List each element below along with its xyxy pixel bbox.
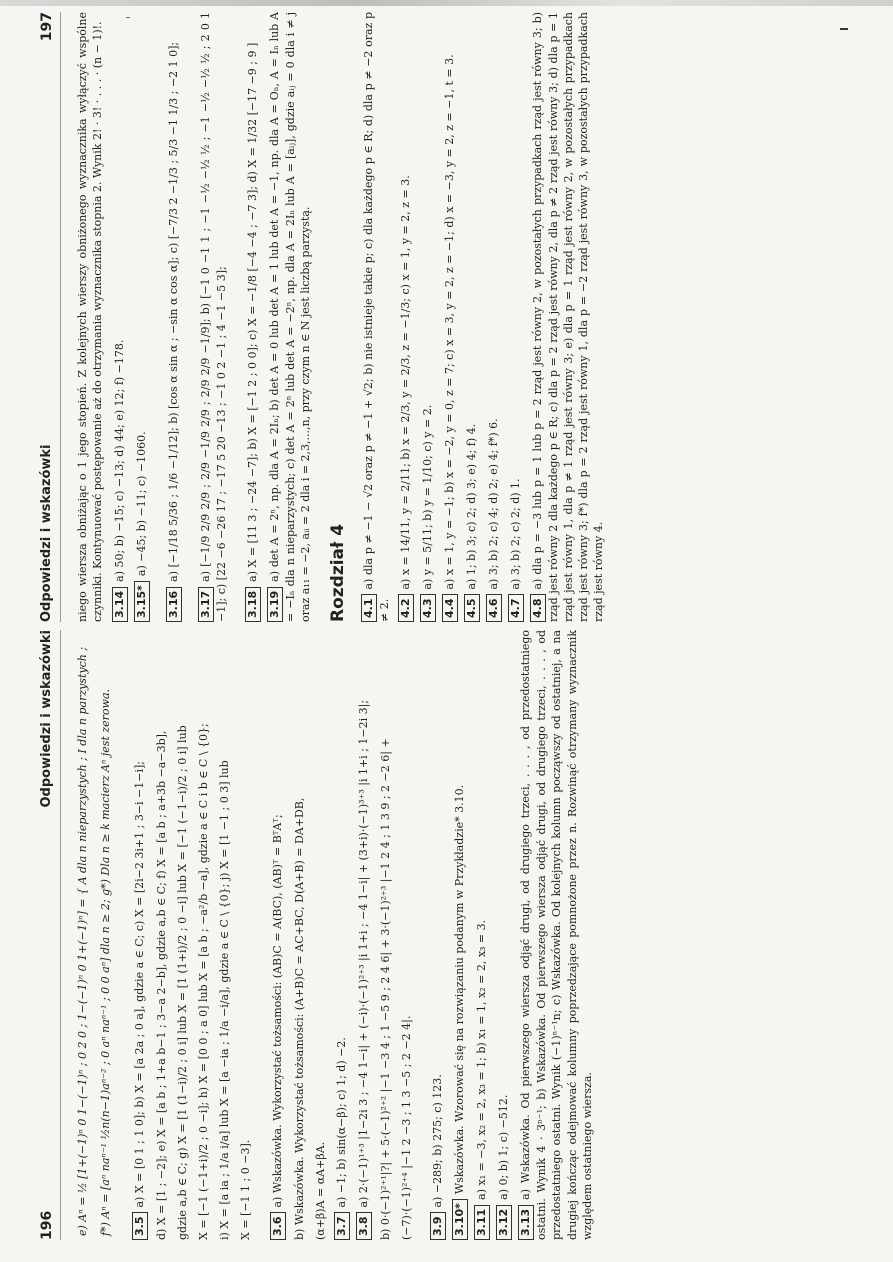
answer-entry: 3.5a) X = [0 1 ; 1 0]; b) X = [a 2a ; 0 a], gdzie a ∈ C; c) X = [2i−2 3i+1 ; 3−i −1−i]; [132, 630, 148, 1240]
answer-entry: 3.8a) 2·(−1)¹⁺³ |1−2i 3 ; −4 1−i| + (−i)·(−1)²⁺³ |i 1+i ; −4 1−i| + (3+i)·(−1)³⁺³ |i 1+i ; 1−2i 3|; [356, 630, 372, 1240]
answer-line: X = [−1 (−1+i)/2 ; 0 −i]; h) X = [0 0 ; a 0] lub X = [a b ; −a²/b −a], gdzie a ∈ C i b ∈ C \ {0}; [197, 723, 210, 1240]
left-page [38, 630, 838, 1240]
answer-line: b) 0·(−1)²⁺¹|?| + 5·(−1)²⁺² |−1 −3 4 ; 1 −5 9 ; 2 4 6| + 3·(−1)²⁺³ |−1 2 4 ; 1 3 9 ; 2 −2 6| + [378, 738, 392, 1240]
chapter-heading: Rozdział 4 [328, 523, 349, 622]
left-page-number: 196 [39, 1210, 55, 1240]
exercise-number: 4.8 [530, 595, 546, 623]
exercise-number: 4.4 [442, 595, 458, 623]
answer-entry: 4.5a) 1; b) 3; c) 2; d) 3; e) 4; f) 4. [464, 12, 480, 622]
answer-entry: 3.10*Wskazówka. Wzorować się na rozwiązaniu podanym w Przykładzie* 3.10. [452, 630, 468, 1240]
answer-entry: 3.12a) 0; b) 1; c) −512. [496, 630, 512, 1240]
answer-entry: 3.15*a) −45; b) −11; c) −1060. [134, 12, 150, 622]
answer-entry: 3.18a) X = [11 3 ; −24 −7]; b) X = [−1 2 ; 0 0]; c) X = −1/8 [−4 −4 ; −7 3]; d) X = 1/32 [−17 −9 ; 9 ] [245, 12, 261, 622]
right-page-number: 197 [39, 12, 55, 42]
answer-entry: 3.9a) −289; b) 275; c) 123. [430, 630, 446, 1240]
exercise-number: 4.2 [398, 595, 414, 623]
exercise-number: 3.12 [496, 1205, 512, 1240]
exercise-number: 3.10* [452, 1199, 468, 1240]
answer-entry: 4.3a) y = 5/11; b) y = 1/10; c) y = 2. [420, 12, 436, 622]
answer-entry: 3.19a) det A = 2ⁿ, np. dla A = 2Iₙ; b) det A = 0 lub det A = 1 lub det A = −1, np. dla A = Oₙ, A = Iₙ lub A = −Iₙ dla n nieparzystych; c) det A = 2ⁿ lub det A = −2ⁿ, np. dla A = 2Iₙ lub A = [aᵢⱼ], gdzie aᵢⱼ = 0 dla i ≠ j oraz a₁₁ = −2, aᵢᵢ = 2 dla i = 2,3,...,n, przy czym n ∈ N jest liczbą parzystą. [267, 12, 312, 622]
answer-line: f*) Aⁿ = [aⁿ naⁿ⁻¹ ½n(n−1)aⁿ⁻² ; 0 aⁿ naⁿ⁻¹ ; 0 0 aⁿ] dla n ≥ 2; g*) Dla n ≥ k macierz Aⁿ jest zerowa. [99, 688, 113, 1236]
answer-line: X = [−1 1 ; 0 −3]. [239, 1139, 253, 1240]
left-page-header-title: Odpowiedzi i wskazówki [39, 630, 54, 808]
exercise-number: 3.11 [474, 1205, 490, 1240]
exercise-number: 3.18 [245, 587, 261, 622]
scan-mark: - [126, 10, 131, 24]
answer-entry: 3.17a) [−1/9 2/9 2/9 ; 2/9 −1/9 2/9 ; 2/9 2/9 −1/9]; b) [−1 0 −1 1 ; −1 −½ −½ ½ ; −1 −½ −½ ½ ; 2 0 1 −1]; c) [22 −6 −26 17 ; −17 5 20 −13 ; −1 0 2 −1 ; 4 −1 −5 3]; [198, 12, 228, 622]
answer-entry: 3.6a) Wskazówka. Wykorzystać tożsamości: (AB)C = A(BC), (AB)ᵀ = BᵀAᵀ; [270, 630, 286, 1240]
answer-entry: 4.1a) dla p ≠ −1 − √2 oraz p ≠ −1 + √2; b) nie istnieje takie p; c) dla każdego p ∈ R; d) dla p ≠ −2 oraz p ≠ 2. [361, 12, 391, 622]
answer-entry: 4.2a) x = 14/11, y = 2/11; b) x = 2/3, y = 2/3, z = −1/3; c) x = 1, y = 2, z = 3. [398, 12, 414, 622]
answer-line: gdzie a,b ∈ C; g) X = [1 (1−i)/2 ; 0 i] lub X = [1 (1+i)/2 ; 0 −i] lub X = [−1 (−1−i)/2 ; 0 i] lub [175, 725, 189, 1240]
right-page-header-title: Odpowiedzi i wskazówki [39, 444, 54, 622]
exercise-number: 3.14 [112, 587, 128, 622]
right-page-header [38, 12, 61, 622]
exercise-number: 4.3 [420, 595, 436, 623]
exercise-number: 3.15* [134, 581, 150, 622]
answer-line: (α+β)A = αA+βA. [313, 1141, 327, 1240]
exercise-number: 3.13 [518, 1205, 534, 1240]
exercise-number: 3.17 [198, 587, 214, 622]
answer-entry: 3.11a) x₁ = −3, x₂ = 2, x₃ = 1; b) x₁ = 1, x₂ = 2, x₃ = 3. [474, 630, 490, 1240]
answer-entry: 4.7a) 3; b) 2; c) 2; d) 1. [508, 12, 524, 622]
answer-line: b) Wskazówka. Wykorzystać tożsamości: (A+B)C = AC+BC, D(A+B) = DA+DB, [292, 797, 306, 1240]
exercise-number: 4.7 [508, 595, 524, 623]
answer-entry: 4.4a) x = 1, y = −1; b) x = −2, y = 0, z = 7; c) x = 3, y = 2, z = −1; d) x = −3, y = 2, z = −1, t = 3. [442, 12, 458, 622]
left-page-header [38, 630, 61, 1240]
answer-entry: 3.16a) [−1/18 5/36 ; 1/6 −1/12]; b) [cos α sin α ; −sin α cos α]; c) [−7/3 2 −1/3 ; 5/3 −1 1/3 ; −2 1 0]; [166, 12, 182, 622]
exercise-number: 3.7 [334, 1213, 350, 1241]
exercise-number: 3.16 [166, 587, 182, 622]
answer-entry: 4.6a) 3; b) 2; c) 4; d) 2; e) 4; f*) 6. [486, 12, 502, 622]
answer-line: (−7)·(−1)²⁺⁴ |−1 2 −3 ; 1 3 −5 ; 2 −2 4|. [400, 1015, 414, 1240]
right-page [38, 12, 838, 622]
answer-line: d) X = [1 ; −2]; e) X = [a b ; 1+a b−1 ; 3−a 2−b], gdzie a,b ∈ C; f) X = [a b ; a+3b −a−3b], [154, 730, 168, 1240]
answer-line: i) X = [a ia ; 1/a i/a] lub X = [a −ia ; 1/a −i/a], gdzie a ∈ C \ {0}; j) X = [1 −1 ; 0 3] lub [218, 760, 232, 1240]
exercise-number: 3.5 [132, 1213, 148, 1241]
answer-continuation: niego wiersza obniżając o 1 jego stopień. Z kolejnych wierszy obniżonego wyznacznika wyłączyć wspólne czynniki. Kontynuować postępowanie aż do otrzymania wyznacznika stopnia 2. Wynik 2! · 3! · . . . · (n − 1)!. [76, 12, 105, 622]
exercise-number: 4.6 [486, 595, 502, 623]
exercise-number: 3.6 [270, 1213, 286, 1241]
exercise-number: 4.5 [464, 595, 480, 623]
exercise-number: 3.9 [430, 1213, 446, 1241]
answer-entry: 3.13a) Wskazówka. Od pierwszego wiersza odjąć drugi, od drugiego trzeci, . . . , od przedostatniego ostatni. Wynik 4 · 3ⁿ⁻¹; b) Wskazówka. Od pierwszego wiersza odjąć drugi, od drugiego trzeci, . . . , od przedostatniego ostatni. Wynik (−1)ⁿ⁻¹n; c) Wskazówka. Od kolejnych kolumn począwszy od ostatniej, a na drugiej kończąc odejmować kolumny poprzedzające pomnożone przez n. Rozwinąć otrzymany wyznacznik względem ostatniego wiersza. [519, 630, 594, 1240]
exercise-number: 4.1 [361, 595, 377, 623]
exercise-number: 3.19 [267, 587, 283, 622]
answer-entry: 4.8a) dla p = −3 lub p = 1 lub p = 2 rząd jest równy 2, w pozostałych przypadkach rząd jest równy 3; b) rząd jest równy 2 dla każdego p ∈ R; c) dla p = 2 rząd jest równy 2, dla p ≠ 2 rząd jest równy 3; d) dla p = 1 rząd jest równy 1, dla p ≠ 1 rząd jest równy 3; e) dla p = 1 rząd jest równy 2, w pozostałych przypadkach rząd jest równy 3; f*) dla p = 2 rząd jest równy 1, dla p = −2 rząd jest równy 3, w pozostałych przypadkach rząd jest równy 4. [530, 12, 606, 622]
exercise-number: 3.8 [356, 1213, 372, 1241]
answer-entry: 3.14a) 50; b) −15; c) −13; d) 44; e) 12; f) −178. [112, 12, 128, 622]
answer-line: e) Aⁿ = ½ [1+(−1)ⁿ 0 1−(−1)ⁿ ; 0 2 0 ; 1−(−1)ⁿ 0 1+(−1)ⁿ] = { A dla n nieparzystych ; I dla n parzystych ; [76, 646, 90, 1236]
answer-entry: 3.7a) −1; b) sin(α−β); c) 1; d) −2. [334, 630, 350, 1240]
